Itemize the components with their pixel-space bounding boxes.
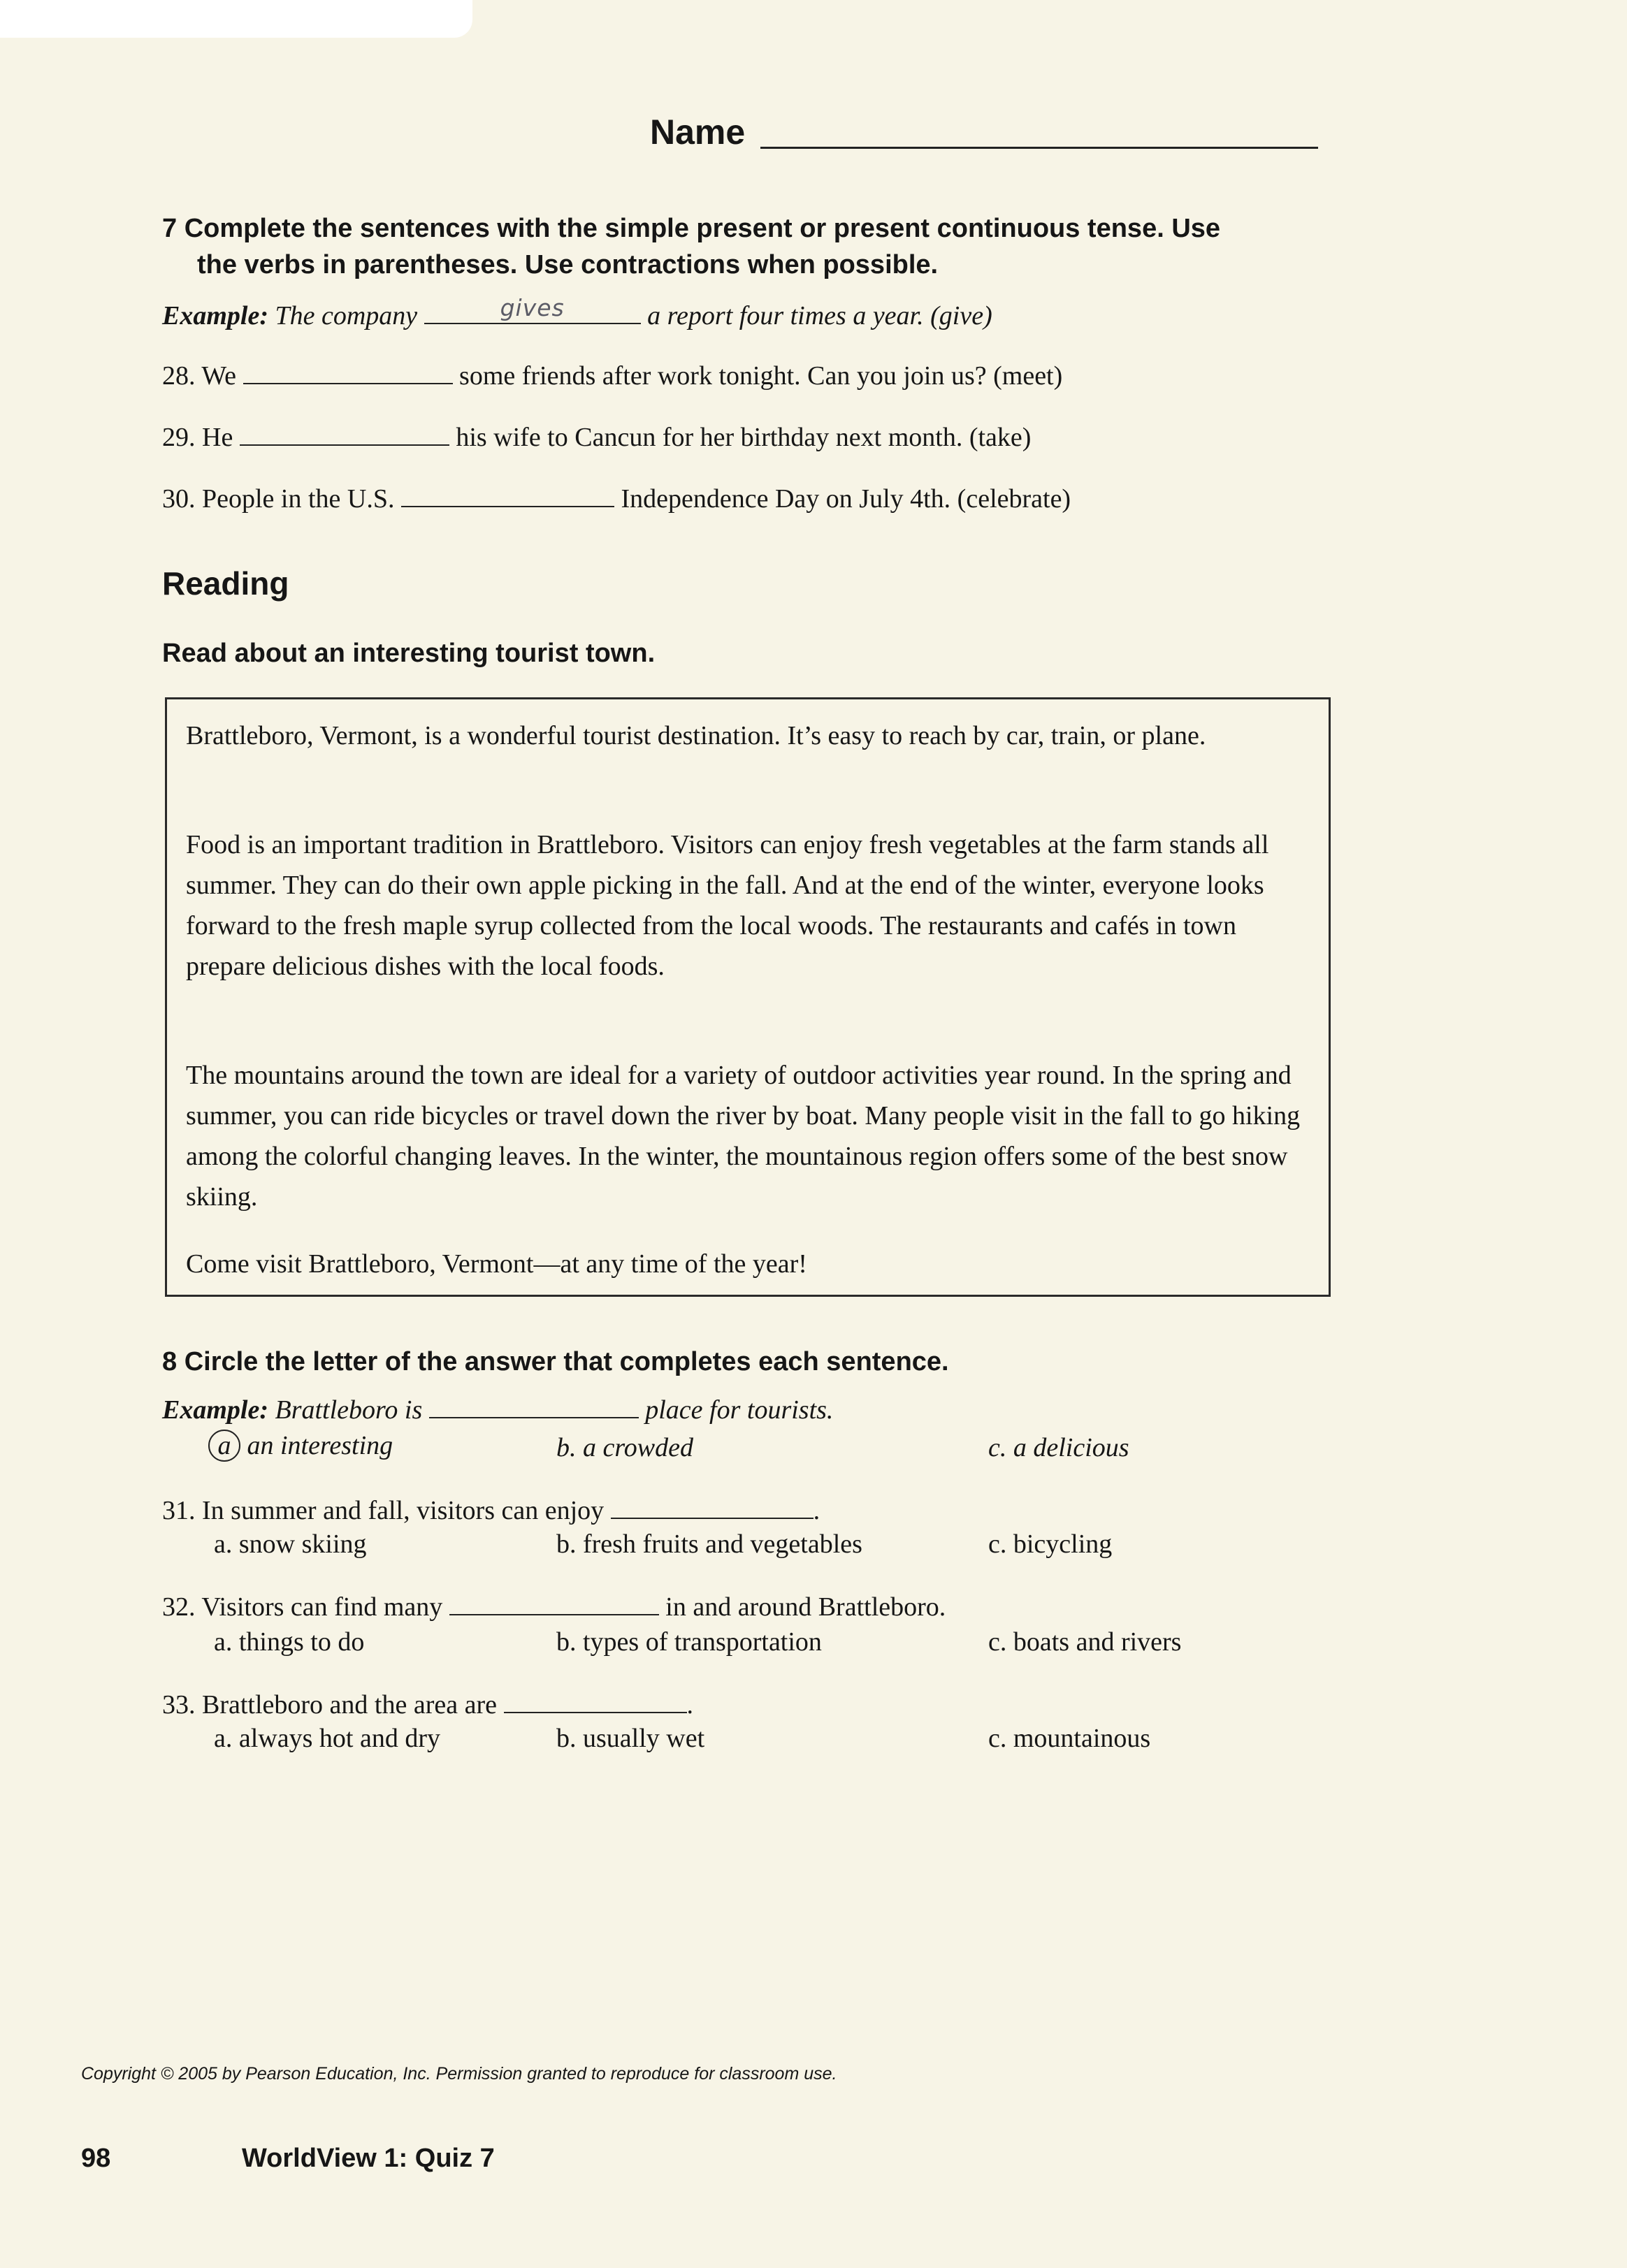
question-30	[162, 482, 1071, 514]
answer-blank[interactable]	[401, 482, 614, 507]
q32-option-a[interactable]	[214, 1627, 364, 1657]
answer-blank	[611, 1494, 814, 1519]
question-post: his wife to Cancun for her birthday next month. (take)	[456, 423, 1032, 452]
question-post: some friends after work tonight. Can you join us? (meet)	[459, 361, 1063, 391]
page-number: 98	[81, 2144, 111, 2173]
section7-example	[162, 294, 992, 331]
option-text: mountainous	[1013, 1724, 1151, 1753]
q31-option-b[interactable]	[556, 1529, 862, 1560]
question-pre: In summer and fall, visitors can enjoy	[202, 1496, 605, 1525]
option-letter: c.	[988, 1529, 1007, 1559]
option-text: boats and rivers	[1013, 1627, 1182, 1657]
option-text: things to do	[238, 1627, 365, 1657]
question-post: .	[813, 1496, 820, 1525]
section7-instruction-line1: 7 Complete the sentences with the simple present or present continuous tense. Use	[162, 214, 1221, 243]
question-number: 30.	[162, 484, 196, 514]
answer-blank[interactable]	[243, 359, 453, 384]
circled-answer: a	[208, 1430, 240, 1462]
option-letter: b.	[556, 1433, 577, 1462]
reading-paragraph-2: Food is an important tradition in Brattleboro. Visitors can enjoy fresh vegetables at the farm stands all summer. They can do their own apple picking in the fall. And at the end of the winter, everyone looks forward to the fresh maple syrup collected from the local woods. The restaurants and cafés in town prepare delicious dishes with the local foods.	[186, 830, 1269, 981]
option-letter: b.	[556, 1627, 577, 1657]
q31-option-c[interactable]	[988, 1529, 1112, 1560]
example-option-a	[208, 1430, 393, 1462]
section8-instruction: 8 Circle the letter of the answer that completes each sentence.	[162, 1347, 949, 1376]
question-number: 29.	[162, 423, 196, 452]
example-blank	[424, 294, 641, 324]
question-32	[162, 1590, 946, 1622]
option-text: types of transportation	[583, 1627, 822, 1657]
option-text: an interesting	[247, 1431, 393, 1460]
reading-heading: Reading	[162, 565, 289, 602]
example-blank	[429, 1393, 639, 1418]
q33-option-c[interactable]	[988, 1723, 1150, 1754]
option-text: a delicious	[1013, 1433, 1129, 1462]
option-letter: a.	[214, 1724, 233, 1753]
option-text: bicycling	[1013, 1529, 1113, 1559]
answer-blank	[449, 1590, 659, 1615]
q33-option-b[interactable]	[556, 1723, 704, 1754]
example-option-b	[556, 1432, 693, 1463]
name-field-line[interactable]	[760, 147, 1318, 149]
reading-paragraph-1: Brattleboro, Vermont, is a wonderful tourist destination. It’s easy to reach by car, train, or plane.	[186, 721, 1206, 750]
question-pre: He	[202, 423, 233, 452]
example-answer: gives	[500, 294, 565, 321]
copyright-text: Copyright © 2005 by Pearson Education, Inc. Permission granted to reproduce for classroom use.	[81, 2064, 837, 2084]
question-28	[162, 359, 1062, 391]
example-post: a report four times a year. (give)	[647, 301, 992, 330]
question-pre: Brattleboro and the area are	[202, 1690, 497, 1720]
option-letter: a.	[214, 1627, 233, 1657]
option-text: always hot and dry	[238, 1724, 440, 1753]
q32-option-b[interactable]	[556, 1627, 822, 1657]
option-text: snow skiing	[238, 1529, 367, 1559]
section8-example	[162, 1393, 833, 1425]
option-text: fresh fruits and vegetables	[583, 1529, 862, 1559]
name-label: Name	[650, 112, 746, 152]
example-post: place for tourists.	[645, 1395, 834, 1425]
question-number: 28.	[162, 361, 196, 391]
reading-paragraph-3: The mountains around the town are ideal for a variety of outdoor activities year round. In the spring and summer, you can ride bicycles or travel down the river by boat. Many people visit in the fall to go hiking among the colorful changing leaves. In the winter, the mountainous region offers some of the best snow skiing.	[186, 1061, 1301, 1212]
option-text: usually wet	[583, 1724, 705, 1753]
option-letter: b.	[556, 1529, 577, 1559]
reading-paragraph-4: Come visit Brattleboro, Vermont—at any time of the year!	[186, 1249, 807, 1279]
example-pre: The company	[275, 301, 418, 330]
option-letter: b.	[556, 1724, 577, 1753]
reading-subheading: Read about an interesting tourist town.	[162, 639, 656, 668]
question-post: .	[686, 1690, 693, 1720]
question-pre: We	[201, 361, 237, 391]
question-post: in and around Brattleboro.	[665, 1592, 946, 1622]
question-number: 33.	[162, 1690, 196, 1720]
book-title: WorldView 1: Quiz 7	[242, 2144, 495, 2173]
example-option-c	[988, 1432, 1129, 1463]
option-letter: c.	[988, 1724, 1007, 1753]
question-pre: People in the U.S.	[202, 484, 395, 514]
q31-option-a[interactable]	[214, 1529, 367, 1560]
answer-blank	[504, 1688, 687, 1713]
example-pre: Brattleboro is	[275, 1395, 423, 1425]
option-letter: c.	[988, 1433, 1007, 1462]
question-post: Independence Day on July 4th. (celebrate)	[621, 484, 1071, 514]
example-label: Example:	[162, 1395, 268, 1425]
option-letter: a.	[214, 1529, 233, 1559]
question-29	[162, 421, 1031, 453]
question-number: 31.	[162, 1496, 196, 1525]
option-letter: c.	[988, 1627, 1007, 1657]
question-31	[162, 1494, 820, 1526]
option-text: a crowded	[583, 1433, 693, 1462]
question-pre: Visitors can find many	[201, 1592, 443, 1622]
section7-instruction-line2: the verbs in parentheses. Use contractions when possible.	[197, 250, 939, 279]
answer-blank[interactable]	[240, 421, 449, 446]
q33-option-a[interactable]	[214, 1723, 440, 1754]
question-33	[162, 1688, 693, 1720]
question-number: 32.	[162, 1592, 196, 1622]
scan-artifact	[0, 0, 472, 38]
example-label: Example:	[162, 301, 268, 330]
q32-option-c[interactable]	[988, 1627, 1181, 1657]
